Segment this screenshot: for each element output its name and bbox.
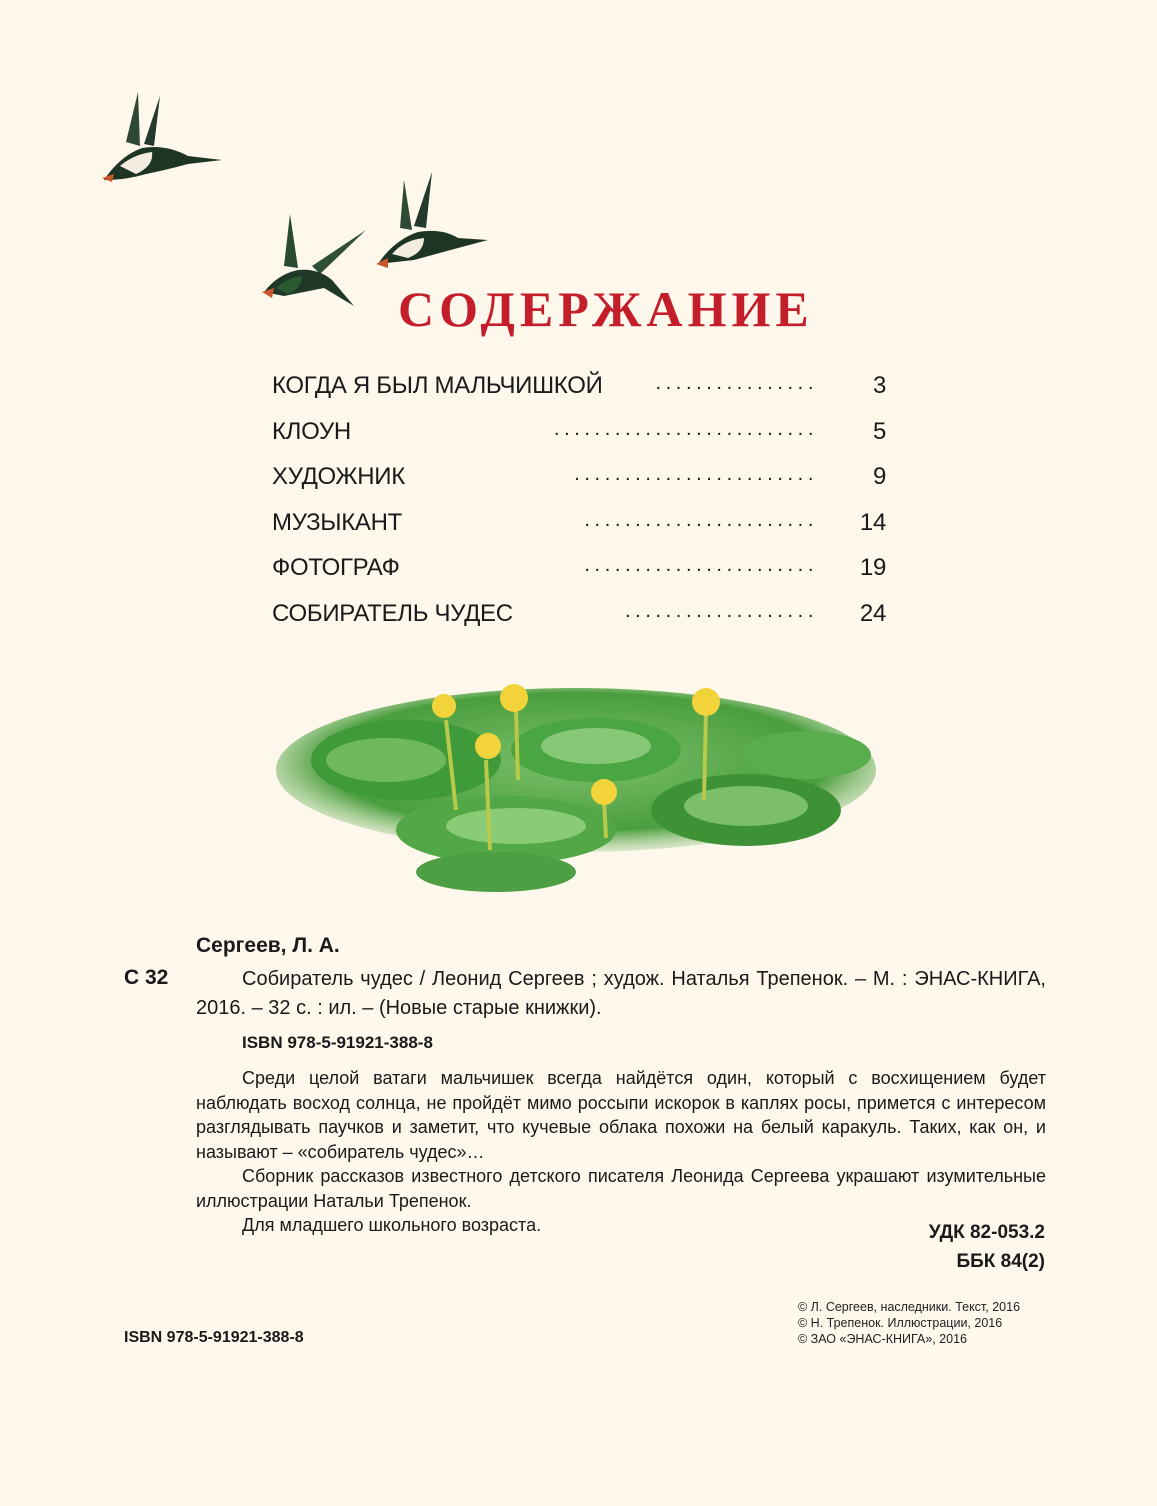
toc-leader-dots: ....................... (584, 554, 818, 576)
annotation-paragraph: Для младшего школьного возраста. (242, 1215, 542, 1235)
annotation-paragraph: Среди целой ватаги мальчишек всегда найдётся один, который с восхищением будет наблюдать восход солнца, не пройдёт мимо россыпи искорок в каплях росы, примется с интересом разглядывать паучков и заметит, что кучевые облака похожи на белый каракуль. Таких, как он, и называют – «собиратель чудес»… (196, 1068, 1046, 1162)
toc-item-title: КОГДА Я БЫЛ МАЛЬЧИШКОЙ (272, 372, 607, 400)
swallow-bird-icon (258, 208, 368, 308)
table-of-contents (272, 368, 888, 641)
classification-codes (929, 1218, 1045, 1276)
udk-code: УДК 82-053.2 (928, 1222, 1045, 1243)
toc-item-title: ФОТОГРАФ (272, 554, 404, 582)
toc-leader-dots: ................ (655, 372, 818, 394)
toc-item[interactable] (272, 550, 888, 596)
annotation-paragraph: Сборник рассказов известного детского писателя Леонида Сергеева украшают изумительные иллюстрации Натальи Трепенок. (196, 1166, 1046, 1211)
water-lilies-illustration (236, 660, 926, 900)
contents-title: СОДЕРЖАНИЕ (398, 281, 814, 337)
isbn: ISBN 978-5-91921-388-8 (242, 1033, 433, 1052)
toc-item[interactable] (272, 459, 888, 505)
copyright-notices (798, 1299, 1020, 1347)
toc-item[interactable] (272, 505, 888, 551)
bbk-code: ББК 84(2) (956, 1251, 1045, 1272)
copyright-line: © Л. Сергеев, наследники. Текст, 2016 (798, 1300, 1021, 1314)
copyright-line: © Н. Трепенок. Иллюстрации, 2016 (798, 1316, 1003, 1330)
toc-item-title: МУЗЫКАНТ (272, 509, 406, 537)
toc-item-page: 9 (872, 463, 886, 490)
toc-leader-dots: ........................ (574, 463, 818, 485)
toc-item[interactable] (272, 596, 888, 642)
catalog-code: С 32 (124, 966, 169, 989)
toc-leader-dots: .......................... (553, 417, 818, 440)
toc-item-page: 24 (859, 599, 886, 627)
toc-item[interactable] (272, 414, 888, 460)
toc-item-title: КЛОУН (272, 418, 355, 446)
toc-item-page: 14 (859, 508, 886, 536)
toc-leader-dots: ................... (625, 599, 818, 622)
swallow-bird-icon (374, 168, 490, 272)
toc-item-title: ХУДОЖНИК (272, 463, 409, 491)
annotation (196, 1066, 1046, 1238)
swallow-bird-icon (96, 88, 226, 193)
toc-item-page: 5 (872, 417, 886, 445)
bibliographic-description: Собиратель чудес / Леонид Сергеев ; худож. Наталья Трепенок. – М. : ЭНАС-КНИГА, 2016. – 32 с. : ил. – (Новые старые книжки). (196, 968, 1046, 1019)
toc-leader-dots: ....................... (584, 508, 818, 531)
toc-item-page: 3 (872, 372, 886, 399)
footer-isbn: ISBN 978-5-91921-388-8 (124, 1329, 304, 1346)
author-name: Сергеев, Л. А. (196, 934, 340, 957)
toc-item[interactable] (272, 368, 888, 414)
copyright-line: © ЗАО «ЭНАС-КНИГА», 2016 (798, 1332, 967, 1346)
toc-item-title: СОБИРАТЕЛЬ ЧУДЕС (272, 600, 517, 628)
toc-item-page: 19 (859, 554, 886, 581)
